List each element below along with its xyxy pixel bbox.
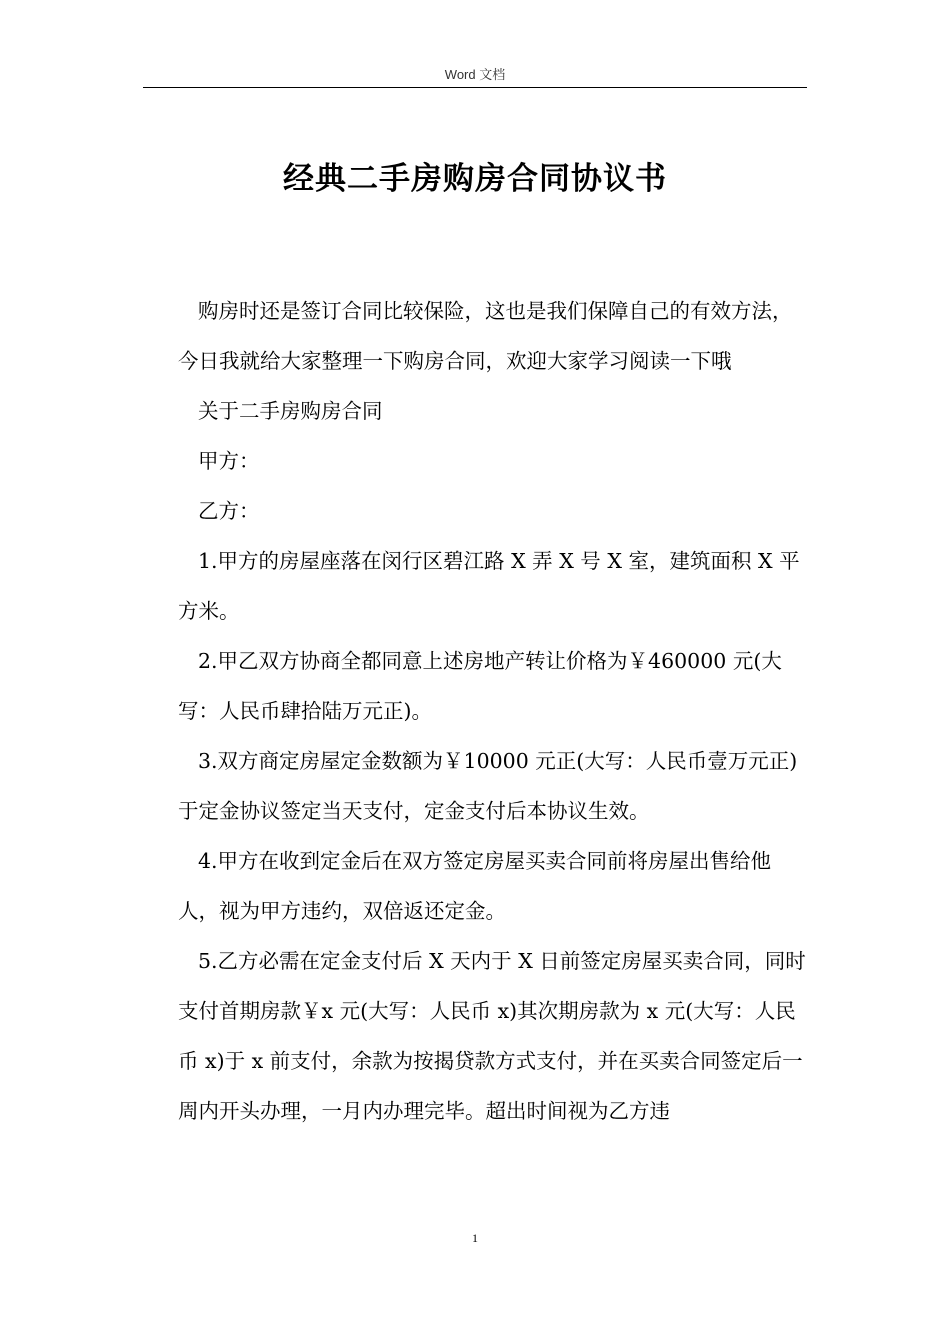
page-header: Word 文档 [444, 67, 506, 82]
clause-4: 4.甲方在收到定金后在双方签定房屋买卖合同前将房屋出售给他人，视为甲方违约，双倍返还定金。 [178, 849, 772, 923]
document-title: 经典二手房购房合同协议书 [283, 161, 667, 197]
intro-paragraph: 购房时还是签订合同比较保险，这也是我们保障自己的有效方法，今日我就给大家整理一下购房合同，欢迎大家学习阅读一下哦 [178, 299, 793, 373]
clause-5: 5.乙方必需在定金支付后 X 天内于 X 日前签定房屋买卖合同，同时支付首期房款￥x 元(大写：人民币 x)其次期房款为 x 元(大写：人民币 x)于 x 前支付，余款为按揭贷款方式支付，并在买卖合同签定后一周内开头办理，一月内办理完毕。超出时间视为乙方违 [178, 949, 806, 1123]
document-body [178, 286, 806, 1136]
header-divider [143, 87, 807, 88]
party-b-label: 乙方： [198, 499, 260, 523]
page-number: 1 [472, 1231, 478, 1245]
clause-3: 3.双方商定房屋定金数额为￥10000 元正(大写：人民币壹万元正)于定金协议签定当天支付，定金支付后本协议生效。 [178, 749, 798, 823]
party-a-label: 甲方： [198, 449, 260, 473]
section-heading: 关于二手房购房合同 [198, 399, 383, 423]
clause-2: 2.甲乙双方协商全都同意上述房地产转让价格为￥460000 元(大写：人民币肆拾陆万元正)。 [178, 649, 782, 723]
clause-1: 1.甲方的房屋座落在闵行区碧江路 X 弄 X 号 X 室，建筑面积 X 平方米。 [178, 549, 800, 623]
